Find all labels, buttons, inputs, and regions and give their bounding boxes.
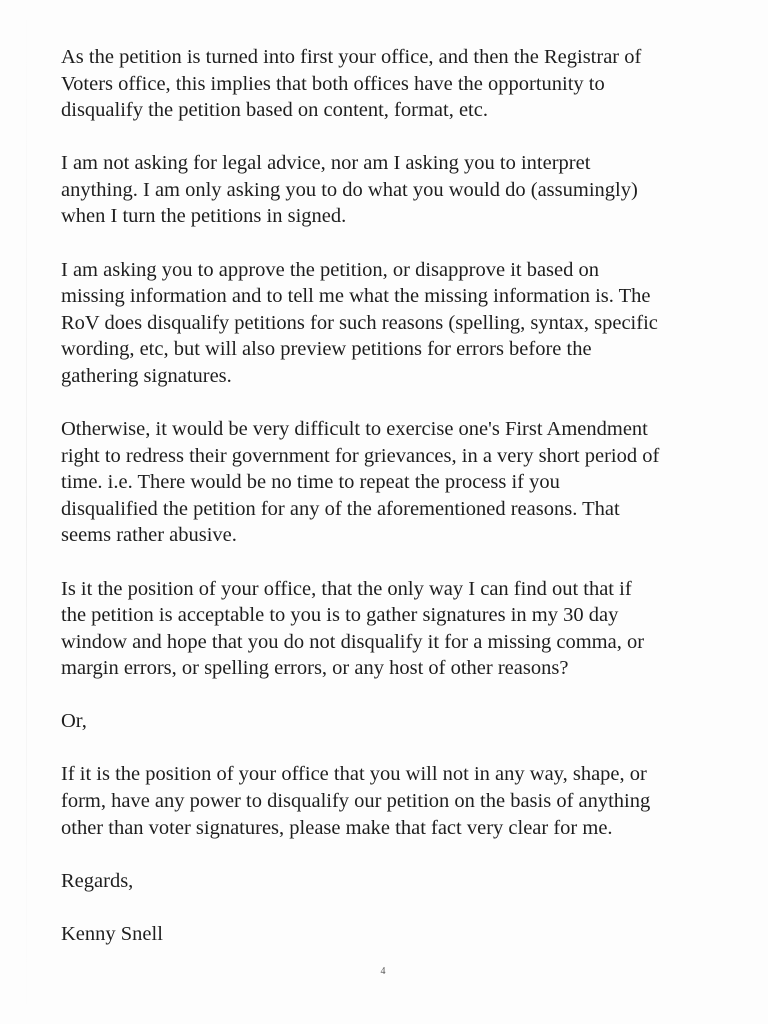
text-line: window and hope that you do not disqualify it for a missing comma, or: [61, 630, 645, 653]
text-line: gathering signatures.: [61, 364, 232, 387]
paragraph-first-amendment: [61, 416, 741, 549]
text-line: wording, etc, but will also preview petitions for errors before the: [61, 338, 592, 361]
scan-edge-shadow: [26, 0, 27, 1024]
text-line: I am asking you to approve the petition, or disapprove it based on: [61, 258, 600, 281]
text-line: missing information and to tell me what the missing information is. The: [61, 285, 651, 308]
paragraph-position-question: [61, 576, 741, 682]
text-line: Is it the position of your office, that the only way I can find out that if: [61, 577, 632, 600]
text-line: Voters office, this implies that both offices have the opportunity to: [61, 72, 605, 95]
text-line: disqualify the petition based on content, format, etc.: [61, 99, 488, 122]
text-line: when I turn the petitions in signed.: [61, 205, 347, 228]
text-line: I am not asking for legal advice, nor am I asking you to interpret: [61, 152, 591, 175]
text-line: Kenny Snell: [61, 922, 163, 945]
closing-salutation: [61, 868, 741, 895]
text-line: Or,: [61, 710, 87, 733]
page-number: 4: [380, 966, 386, 977]
paragraph-approve-petition: [61, 257, 741, 390]
paragraph-or: [61, 708, 741, 735]
text-line: margin errors, or spelling errors, or any host of other reasons?: [61, 657, 569, 680]
text-line: the petition is acceptable to you is to gather signatures in my 30 day: [61, 604, 619, 627]
text-line: disqualified the petition for any of the aforementioned reasons. That: [61, 497, 620, 520]
letter-body: [61, 44, 741, 974]
paragraph-clear-position: [61, 761, 741, 841]
text-line: If it is the position of your office that you will not in any way, shape, or: [61, 763, 647, 786]
text-line: right to redress their government for grievances, in a very short period of: [61, 444, 660, 467]
text-line: seems rather abusive.: [61, 524, 237, 547]
text-line: RoV does disqualify petitions for such reasons (spelling, syntax, specific: [61, 311, 658, 334]
paragraph-not-legal-advice: [61, 150, 741, 230]
text-line: time. i.e. There would be no time to repeat the process if you: [61, 471, 560, 494]
signature-name: [61, 921, 741, 948]
text-line: Otherwise, it would be very difficult to exercise one's First Amendment: [61, 418, 648, 441]
text-line: Regards,: [61, 869, 134, 892]
text-line: form, have any power to disqualify our petition on the basis of anything: [61, 790, 651, 813]
paragraph-offices-disqualify: [61, 44, 741, 124]
text-line: As the petition is turned into first your office, and then the Registrar of: [61, 46, 642, 68]
text-line: other than voter signatures, please make that fact very clear for me.: [61, 816, 613, 839]
text-line: anything. I am only asking you to do what you would do (assumingly): [61, 178, 638, 201]
